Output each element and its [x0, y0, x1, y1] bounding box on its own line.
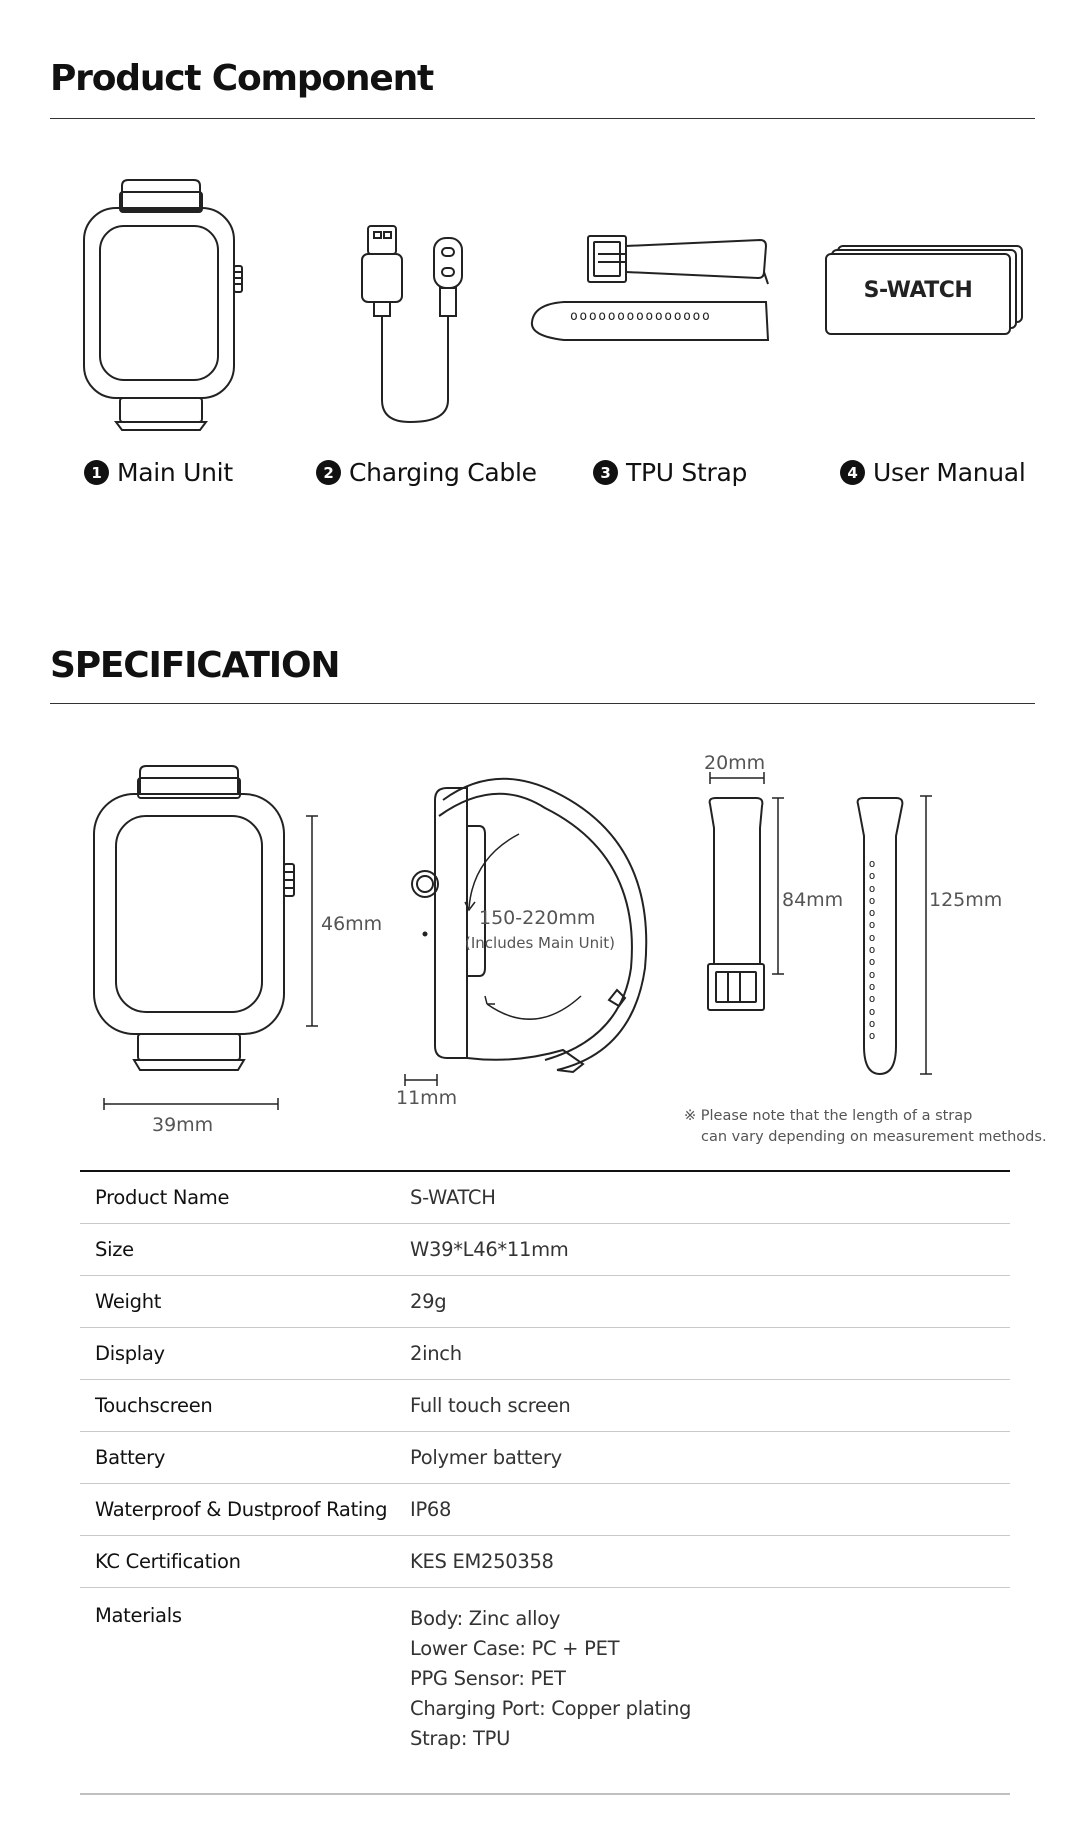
material-line: Charging Port: Copper plating — [410, 1697, 692, 1720]
table-row-materials: Materials Body: Zinc alloy Lower Case: PC + PET PPG Sensor: PET Charging Port: Copper plating Strap: TPU — [80, 1588, 1010, 1795]
table-row: Touchscreen Full touch screen — [80, 1380, 1010, 1432]
tpu-strap-illustration — [528, 232, 778, 342]
number-badge: 3 — [593, 460, 618, 485]
strap-holes-vertical: o o o o o o o o o o o o o o o — [868, 857, 876, 1043]
watch-front-diagram — [92, 764, 292, 1124]
table-row: Waterproof & Dustproof Rating IP68 — [80, 1484, 1010, 1536]
component-label-main-unit: 1 Main Unit — [84, 458, 233, 487]
number-badge: 2 — [316, 460, 341, 485]
manual-cover-text: S-WATCH — [863, 278, 973, 303]
specification-divider — [50, 703, 1035, 704]
table-row: Display 2inch — [80, 1328, 1010, 1380]
material-line: Body: Zinc alloy — [410, 1607, 561, 1630]
dimension-wrist-note: (Includes Main Unit) — [465, 934, 615, 952]
material-line: Strap: TPU — [410, 1727, 511, 1750]
strap-dimension-diagram — [700, 776, 940, 1080]
table-row: Size W39*L46*11mm — [80, 1224, 1010, 1276]
table-row: Product Name S-WATCH — [80, 1171, 1010, 1224]
component-divider — [50, 118, 1035, 119]
material-line: Lower Case: PC + PET — [410, 1637, 620, 1660]
dimension-height: 46mm — [321, 913, 383, 935]
specification-table — [80, 1170, 1010, 1795]
dimension-strap-long: 125mm — [929, 889, 1003, 911]
dimension-wrist-range: 150-220mm — [479, 907, 596, 929]
strap-holes: ooooooooooooooo — [570, 309, 712, 324]
component-label-tpu-strap: 3 TPU Strap — [593, 458, 747, 487]
dimension-strap-width: 20mm — [704, 752, 766, 774]
main-unit-illustration — [82, 178, 242, 433]
dimension-width: 39mm — [152, 1114, 214, 1136]
specification-title: SPECIFICATION — [50, 645, 340, 686]
table-row: Battery Polymer battery — [80, 1432, 1010, 1484]
table-row: KC Certification KES EM250358 — [80, 1536, 1010, 1588]
dimension-thickness: 11mm — [396, 1087, 458, 1109]
dimension-strap-short: 84mm — [782, 889, 844, 911]
component-label-charging-cable: 2 Charging Cable — [316, 458, 537, 487]
number-badge: 4 — [840, 460, 865, 485]
number-badge: 1 — [84, 460, 109, 485]
table-row: Weight 29g — [80, 1276, 1010, 1328]
material-line: PPG Sensor: PET — [410, 1667, 566, 1690]
component-title: Product Component — [50, 58, 434, 99]
charging-cable-illustration — [360, 222, 470, 432]
strap-length-note: ※ Please note that the length of a strap can vary depending on measurement methods. — [684, 1108, 1047, 1145]
component-label-user-manual: 4 User Manual — [840, 458, 1025, 487]
